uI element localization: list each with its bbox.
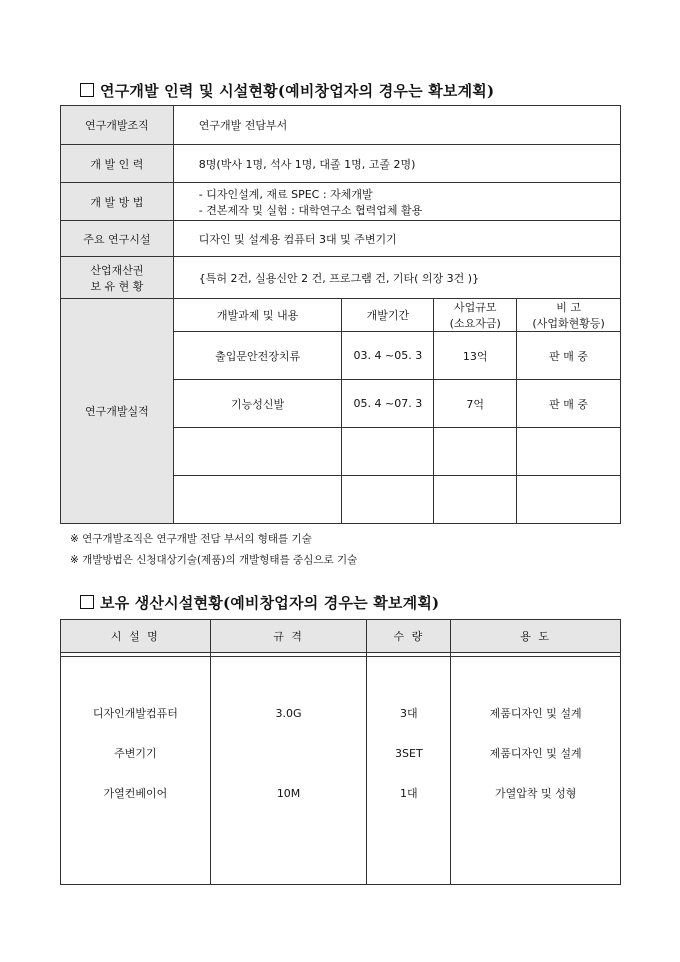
header-line: 비 고 (556, 301, 581, 314)
header-use: 용 도 (451, 620, 621, 653)
cell-name: 가열컨베이어 (103, 787, 168, 800)
column-name (61, 657, 211, 885)
row-label: 연구개발조직 (61, 106, 174, 145)
cell-name: 디자인개발컴퓨터 (92, 707, 178, 720)
cell-spec (211, 734, 367, 774)
table-header-row (61, 620, 621, 653)
cell-qty: 3대 (400, 707, 418, 720)
table-body-row (61, 657, 621, 885)
row-value: {특허 2건, 실용신안 2 건, 프로그램 건, 기타( 의장 3건 )} (173, 257, 620, 299)
table-row (61, 299, 621, 332)
header-note (517, 299, 621, 332)
header-scale (434, 299, 517, 332)
header-spec: 규 격 (210, 620, 367, 653)
row-value: 연구개발 전담부서 (173, 106, 620, 145)
row-value: 디자인 및 설계용 컴퓨터 3대 및 주변기기 (173, 221, 620, 257)
column-qty (367, 657, 451, 885)
row-label: 개 발 방 법 (61, 183, 174, 221)
section2-title-text: 보유 생산시설현황(예비창업자의 경우는 확보계획) (100, 594, 440, 612)
rnd-table (60, 105, 621, 524)
cell-task: 출입문안전장치류 (173, 332, 342, 380)
label-line: 산업재산권 (90, 263, 144, 277)
cell-spec: 10M (276, 787, 301, 800)
cell-scale: 7억 (434, 380, 517, 428)
table-row (61, 257, 621, 299)
facility-table (60, 619, 621, 885)
checkbox-square-icon (80, 83, 94, 97)
row-value (173, 183, 620, 221)
cell-use: 가열압착 및 성형 (494, 787, 577, 800)
row-label: 개 발 인 력 (61, 145, 174, 183)
table-row (61, 106, 621, 145)
cell-qty: 1대 (400, 787, 418, 800)
table-row (61, 183, 621, 221)
header-line: (소요자금) (449, 317, 501, 330)
section1-title-text: 연구개발 인력 및 시설현황(예비창업자의 경우는 확보계획) (100, 82, 495, 100)
header-period: 개발기간 (342, 299, 434, 332)
table-row (61, 145, 621, 183)
performance-label: 연구개발실적 (61, 299, 174, 524)
cell-task: 기능성신발 (173, 380, 342, 428)
column-use (451, 657, 621, 885)
footnote: ※ 개발방법은 신청대상기술(제품)의 개발형태를 중심으로 기술 (70, 554, 358, 566)
footnote: ※ 연구개발조직은 연구개발 전담 부서의 형태를 기술 (70, 533, 312, 545)
cell-note: 판 매 중 (517, 380, 621, 428)
row-label: 주요 연구시설 (61, 221, 174, 257)
section1-title (80, 80, 494, 101)
cell-use: 제품디자인 및 설계 (489, 707, 582, 720)
header-line: (사업화현황등) (532, 317, 605, 330)
column-spec (210, 657, 367, 885)
label-line: 보 유 현 황 (90, 279, 144, 293)
cell-period: 03. 4 ~05. 3 (342, 332, 434, 380)
cell-use: 제품디자인 및 설계 (489, 747, 582, 760)
row-value: 8명(박사 1명, 석사 1명, 대졸 1명, 고졸 2명) (173, 145, 620, 183)
header-task: 개발과제 및 내용 (173, 299, 342, 332)
cell-scale: 13억 (434, 332, 517, 380)
value-line: - 견본제작 및 실험 : 대학연구소 협력업체 활용 (198, 203, 423, 217)
cell-note: 판 매 중 (517, 332, 621, 380)
value-line: - 디자인설계, 재료 SPEC : 자체개발 (198, 187, 373, 201)
table-row (61, 221, 621, 257)
cell-name: 주변기기 (114, 747, 157, 760)
header-line: 사업규모 (453, 301, 497, 314)
row-label (61, 257, 174, 299)
cell-spec: 3.0G (275, 707, 302, 720)
checkbox-square-icon (80, 595, 94, 609)
cell-period: 05. 4 ~07. 3 (342, 380, 434, 428)
section2-title (80, 592, 439, 613)
header-name: 시 설 명 (61, 620, 211, 653)
cell-qty: 3SET (395, 747, 423, 760)
header-qty: 수 량 (367, 620, 451, 653)
